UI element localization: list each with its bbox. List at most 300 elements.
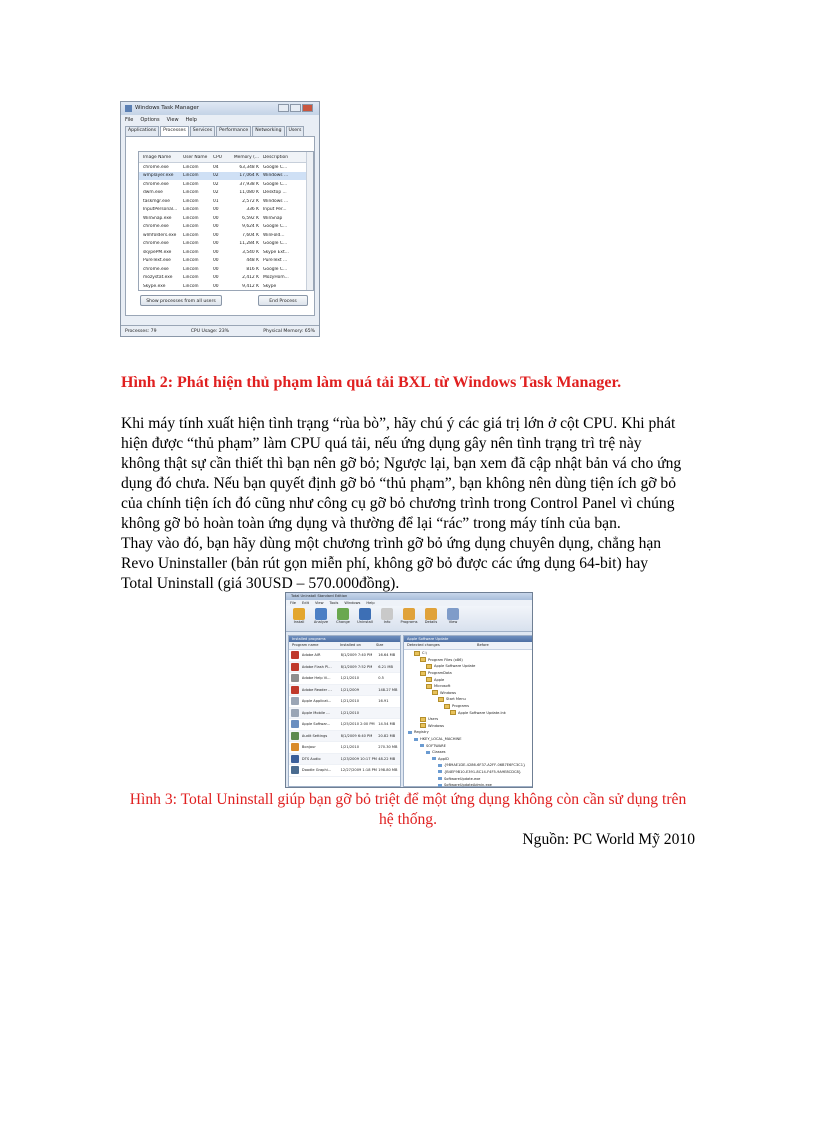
program-name: Apple Applicat... <box>301 699 332 704</box>
menu-options[interactable]: Options <box>140 116 160 123</box>
paragraph-line: không thật sự cần thiết thì bạn nên gỡ bỏ; Ngược lại, bạn xem đã cập nhật bản vá cho ứng <box>121 455 682 472</box>
cell-description: Google C... <box>263 266 288 272</box>
toolbar-button[interactable] <box>290 608 308 629</box>
program-name: Audit Settings <box>301 733 328 738</box>
registry-key-icon <box>438 770 442 773</box>
tree-node-label: ProgramData <box>428 671 452 676</box>
tab-processes[interactable]: Processes <box>160 126 189 136</box>
task-manager-titlebar <box>121 102 319 115</box>
list-item[interactable] <box>289 708 400 720</box>
column-description[interactable]: Description <box>263 154 289 160</box>
program-installed-on: 8/1/2009 7:40 PM <box>340 653 373 658</box>
toolbar-icon <box>293 608 305 620</box>
program-size: 198.80 MB <box>378 768 398 773</box>
cell-image-name: wlmfolders.exe <box>143 232 177 238</box>
program-icon <box>291 674 299 682</box>
tree-node[interactable] <box>404 670 532 677</box>
cell-user-name: Lincoln <box>183 232 199 238</box>
tree-node[interactable] <box>404 769 532 776</box>
list-item[interactable] <box>289 696 400 708</box>
table-row[interactable] <box>139 214 313 223</box>
cell-user-name: Lincoln <box>183 207 199 213</box>
show-all-users-button[interactable]: Show processes from all users <box>140 295 222 306</box>
cell-memory: 63,348 K <box>239 164 259 170</box>
program-installed-on: 1/23/2009 10:17 PM <box>340 756 377 761</box>
cell-user-name: Lincoln <box>183 198 199 204</box>
table-row[interactable] <box>139 180 313 189</box>
column-size[interactable]: Size <box>376 643 384 647</box>
registry-key-icon <box>414 738 418 741</box>
tree-node[interactable] <box>404 676 532 683</box>
cell-cpu: 00 <box>213 241 219 247</box>
process-table-header <box>139 152 313 163</box>
total-uninstall-toolbar <box>286 606 532 632</box>
tree-node[interactable] <box>404 716 532 723</box>
column-image-name[interactable]: Image Name <box>143 154 172 160</box>
program-installed-on: 1/25/2010 2:00 PM <box>340 722 375 727</box>
program-installed-on: 8/1/2009 7:52 PM <box>340 664 373 669</box>
list-item[interactable] <box>289 662 400 674</box>
cell-memory: 2,412 K <box>242 275 259 281</box>
tu-menu-tools[interactable]: Tools <box>329 601 339 605</box>
paragraph-line: Thay vào đó, bạn hãy dùng một chương trình gỡ bỏ ứng dụng chuyên dụng, chẳng hạn <box>121 535 662 552</box>
program-name: DTS Audio <box>301 756 321 761</box>
list-item[interactable] <box>289 719 400 731</box>
cell-description: PureText ... <box>263 258 288 264</box>
toolbar-label: Install <box>293 620 305 624</box>
total-uninstall-screenshot <box>285 592 533 788</box>
cell-user-name: Lincoln <box>183 283 199 289</box>
program-name: Apple Softwar... <box>301 722 331 727</box>
tree-node[interactable] <box>404 736 532 743</box>
toolbar-button[interactable] <box>334 608 352 629</box>
cell-user-name: Lincoln <box>183 181 199 187</box>
program-size: 20.82 MB <box>378 733 396 738</box>
toolbar-label: Uninstall <box>357 620 373 624</box>
cell-memory: 37,938 K <box>239 181 259 187</box>
process-rows <box>139 163 313 291</box>
folder-icon <box>426 664 432 669</box>
program-name: Adobe Flash Pl... <box>301 664 332 669</box>
program-icon <box>291 732 299 740</box>
tree-node[interactable] <box>404 703 532 710</box>
table-row[interactable] <box>139 163 313 172</box>
paragraph-line: Khi máy tính xuất hiện tình trạng “rùa bò”, hãy chú ý các giá trị lớn ở cột CPU. Khi phát <box>121 415 676 432</box>
tree-node[interactable] <box>404 775 532 782</box>
toolbar-icon <box>337 608 349 620</box>
cell-memory: 448 K <box>246 258 259 264</box>
tree-node[interactable] <box>404 683 532 690</box>
cell-description: Google C... <box>263 181 288 187</box>
task-manager-app-icon <box>125 105 132 112</box>
folder-icon <box>414 651 420 656</box>
tree-node-label: C:\ <box>422 651 427 656</box>
program-size: 48.22 MB <box>378 756 396 761</box>
program-icon <box>291 651 299 659</box>
program-name: Adobe Help Vi... <box>301 676 331 681</box>
installed-programs-panel <box>288 635 401 787</box>
toolbar-button[interactable] <box>422 608 440 629</box>
tu-menu-file[interactable]: File <box>290 601 297 605</box>
cell-cpu: 00 <box>213 232 219 238</box>
close-icon[interactable] <box>302 104 313 112</box>
tree-node-label: {B4EF9B10-E391-8C14-F4F5-9A9E8CDC8} <box>444 769 522 774</box>
toolbar-icon <box>403 608 415 620</box>
program-name: Bonjour <box>301 745 316 750</box>
tree-node-label: Windows <box>440 690 457 695</box>
cell-cpu: 00 <box>213 207 219 213</box>
registry-key-icon <box>420 744 424 747</box>
table-row[interactable] <box>139 189 313 198</box>
menu-file[interactable]: File <box>125 116 134 123</box>
cell-description: Input Per... <box>263 207 287 213</box>
cell-user-name: Lincoln <box>183 241 199 247</box>
folder-icon <box>444 704 450 709</box>
program-icon <box>291 663 299 671</box>
cell-memory: 816 K <box>246 266 259 272</box>
column-program-name[interactable]: Program name <box>292 643 319 647</box>
tab-applications[interactable]: Applications <box>125 126 159 136</box>
tree-node-label: AppID <box>438 756 449 761</box>
folder-icon <box>432 690 438 695</box>
tree-node[interactable] <box>404 749 532 756</box>
table-row[interactable] <box>139 231 313 240</box>
toolbar-icon <box>315 608 327 620</box>
folder-icon <box>420 657 426 662</box>
program-icon <box>291 766 299 774</box>
tree-node[interactable] <box>404 729 532 736</box>
list-item[interactable] <box>289 650 400 662</box>
column-detected-changes[interactable]: Detected changes <box>407 643 440 647</box>
status-processes: Processes: 79 <box>125 328 157 334</box>
cell-cpu: 00 <box>213 275 219 281</box>
program-size: 0.5 <box>378 676 384 681</box>
detected-changes-tree <box>404 650 532 788</box>
toolbar-label: Info <box>383 620 391 624</box>
folder-icon <box>426 677 432 682</box>
toolbar-button[interactable] <box>378 608 396 629</box>
column-cpu[interactable]: CPU <box>213 154 222 160</box>
program-installed-on: 12/27/2009 1:18 PM <box>340 768 377 773</box>
tree-node[interactable] <box>404 762 532 769</box>
cell-memory: 9,624 K <box>242 224 259 230</box>
file-icon <box>450 710 456 715</box>
toolbar-icon <box>359 608 371 620</box>
toolbar-label: View <box>448 620 458 624</box>
program-installed-on: 8/1/2009 6:40 PM <box>340 733 373 738</box>
paragraph-line: của chính tiện ích đó cũng như công cụ gỡ bỏ chương trình trong Control Panel vì chúng <box>121 495 675 512</box>
program-size: 14.54 MB <box>378 722 396 727</box>
body-paragraph <box>121 414 703 594</box>
cell-image-name: Skype.exe <box>143 283 166 289</box>
program-details-title: Apple Software Update <box>404 636 532 642</box>
cell-user-name: Lincoln <box>183 275 199 281</box>
cell-cpu: 02 <box>213 190 219 196</box>
process-table <box>138 151 314 291</box>
cell-memory: 3,540 K <box>242 249 259 255</box>
cell-cpu: 00 <box>213 249 219 255</box>
cell-description: Skype Ext... <box>263 249 289 255</box>
table-row[interactable] <box>139 172 313 181</box>
folder-icon <box>420 671 426 676</box>
toolbar-icon <box>447 608 459 620</box>
installed-programs-columns <box>289 642 400 650</box>
tree-node[interactable] <box>404 756 532 763</box>
toolbar-icon <box>425 608 437 620</box>
cell-memory: 7,604 K <box>242 232 259 238</box>
tree-node[interactable] <box>404 657 532 664</box>
program-size: 16.64 MB <box>378 653 396 658</box>
cell-user-name: Lincoln <box>183 224 199 230</box>
tree-node-label: Users <box>428 717 439 722</box>
tree-node[interactable] <box>404 782 532 788</box>
toolbar-button[interactable] <box>312 608 330 629</box>
cell-description: Google C... <box>263 224 288 230</box>
status-memory: Physical Memory: 65% <box>263 328 315 334</box>
tree-node[interactable] <box>404 723 532 730</box>
toolbar-icon <box>381 608 393 620</box>
tab-users[interactable]: Users <box>286 126 305 136</box>
tree-node[interactable] <box>404 742 532 749</box>
cell-image-name: PureText.exe <box>143 258 171 264</box>
tree-node-label: Apple <box>434 677 445 682</box>
cell-cpu: 04 <box>213 164 219 170</box>
tu-menu-help[interactable]: Help <box>366 601 375 605</box>
cell-user-name: Lincoln <box>183 215 199 221</box>
cell-image-name: chrome.exe <box>143 266 169 272</box>
program-name: Doodle Graphi... <box>301 768 332 773</box>
cell-cpu: 02 <box>213 181 219 187</box>
cell-description: Windows ... <box>263 173 289 179</box>
cell-user-name: Lincoln <box>183 164 199 170</box>
cell-memory: 9,412 K <box>242 283 259 289</box>
folder-icon <box>426 684 432 689</box>
cell-cpu: 00 <box>213 215 219 221</box>
tree-node-label: Start Menu <box>446 697 466 702</box>
list-item[interactable] <box>289 765 400 777</box>
table-row[interactable] <box>139 265 313 274</box>
task-manager-screenshot <box>120 101 320 337</box>
tab-networking[interactable]: Networking <box>252 126 284 136</box>
menu-help[interactable]: Help <box>185 116 197 123</box>
cell-image-name: mozystat.exe <box>143 275 173 281</box>
cell-image-name: WinSnap.exe <box>143 215 172 221</box>
table-row[interactable] <box>139 257 313 266</box>
program-icon <box>291 686 299 694</box>
cell-description: Skype <box>263 283 277 289</box>
toolbar-label: Details <box>424 620 438 624</box>
registry-key-icon <box>438 764 442 767</box>
cell-cpu: 00 <box>213 258 219 264</box>
source-credit: Nguồn: PC World Mỹ 2010 <box>522 831 695 848</box>
task-manager-tabs <box>121 126 319 136</box>
task-manager-title: Windows Task Manager <box>135 105 200 111</box>
cell-description: MozyHom... <box>263 275 289 281</box>
program-size: 270.30 MB <box>378 745 398 750</box>
program-size: 16.91 <box>378 699 389 704</box>
program-name: Apple Mobile ... <box>301 710 330 715</box>
toolbar-button[interactable] <box>444 608 462 629</box>
list-item[interactable] <box>289 685 400 697</box>
folder-icon <box>420 723 426 728</box>
tree-node[interactable] <box>404 709 532 716</box>
minimize-icon[interactable] <box>278 104 289 112</box>
table-row[interactable] <box>139 197 313 206</box>
toolbar-button[interactable] <box>400 608 418 629</box>
list-item[interactable] <box>289 673 400 685</box>
tree-node-label: Registry <box>414 730 429 735</box>
paragraph-line: Total Uninstall (giá 30USD – 570.000đồng). <box>121 575 400 592</box>
program-installed-on: 1/21/2010 <box>340 699 359 704</box>
tree-node[interactable] <box>404 650 532 657</box>
table-row[interactable] <box>139 240 313 249</box>
tree-node-label: HKEY_LOCAL_MACHINE <box>420 737 462 742</box>
program-installed-on: 1/21/2009 <box>340 687 359 692</box>
installed-programs-title: Installed programs <box>289 636 400 642</box>
tree-node-label: Windows <box>428 723 445 728</box>
program-name: Adobe AIR <box>301 653 321 658</box>
cell-user-name: Lincoln <box>183 266 199 272</box>
cell-description: WinSnap <box>263 215 283 221</box>
cell-description: Windows ... <box>263 198 289 204</box>
column-installed-on[interactable]: Installed on <box>340 643 361 647</box>
tree-node-label: Programs <box>452 704 470 709</box>
tree-node-label: Program Files (x86) <box>428 657 463 662</box>
column-before[interactable]: Before <box>477 643 489 647</box>
cell-cpu: 02 <box>213 173 219 179</box>
end-process-button[interactable]: End Process <box>258 295 308 306</box>
column-user-name[interactable]: User Name <box>183 154 208 160</box>
process-table-scrollbar[interactable] <box>306 152 313 290</box>
tree-node-label: Apple Software Update <box>434 664 476 669</box>
list-item[interactable] <box>289 754 400 766</box>
cell-image-name: taskmgr.exe <box>143 198 170 204</box>
cell-memory: 2,572 K <box>242 198 259 204</box>
program-installed-on: 1/21/2010 <box>340 710 359 715</box>
program-size: 6.21 MB <box>378 664 393 669</box>
registry-key-icon <box>438 777 442 780</box>
cell-cpu: 00 <box>213 283 219 289</box>
menu-view[interactable]: View <box>166 116 179 123</box>
tree-node-label: Classes <box>432 750 446 755</box>
tree-node[interactable] <box>404 663 532 670</box>
cell-cpu: 00 <box>213 266 219 272</box>
registry-key-icon <box>408 731 412 734</box>
cell-image-name: wmplayer.exe <box>143 173 174 179</box>
paragraph-line: hiện được “thủ phạm” làm CPU quá tải, nếu ứng dụng gây nên tình trạng trì trệ này <box>121 435 642 452</box>
tab-services[interactable]: Services <box>190 126 215 136</box>
toolbar-label: Change <box>336 620 350 624</box>
cell-image-name: chrome.exe <box>143 181 169 187</box>
paragraph-line: không gỡ bỏ hoàn toàn ứng dụng và thường để lại “rác” trong máy tính của bạn. <box>121 515 621 532</box>
tab-performance[interactable]: Performance <box>216 126 251 136</box>
figure-3-caption-line: hệ thống. <box>378 811 438 828</box>
cell-memory: 6,592 K <box>242 215 259 221</box>
cell-memory: 17,064 K <box>239 173 259 179</box>
folder-icon <box>420 717 426 722</box>
tree-node-label: {9B9AE1DE-4286-6F37-A2FF-06B7E6FC3C1} <box>444 763 526 768</box>
table-row[interactable] <box>139 223 313 232</box>
paragraph-line: Revo Uninstaller (bản rút gọn miễn phí, không gỡ bỏ được các ứng dụng 64-bit) hay <box>121 555 649 572</box>
tree-node[interactable] <box>404 696 532 703</box>
tree-node[interactable] <box>404 690 532 697</box>
program-installed-on: 1/21/2010 <box>340 745 359 750</box>
table-row[interactable] <box>139 274 313 283</box>
toolbar-label: Programs <box>400 620 418 624</box>
cell-description: WinFold... <box>263 232 285 238</box>
task-manager-menubar <box>121 115 319 124</box>
column-memory[interactable]: Memory (... <box>233 154 259 160</box>
cell-memory: 336 K <box>246 207 259 213</box>
program-icon <box>291 709 299 717</box>
cell-memory: 11,284 K <box>239 241 259 247</box>
figure-2-caption: Hình 2: Phát hiện thủ phạm làm quá tải BXL từ Windows Task Manager. <box>121 374 622 391</box>
processes-panel <box>125 136 315 316</box>
tu-menu-view[interactable]: View <box>314 601 324 605</box>
tu-menu-edit[interactable]: Edit <box>302 601 309 605</box>
cell-user-name: Lincoln <box>183 190 199 196</box>
registry-key-icon <box>438 784 442 787</box>
toolbar-button[interactable] <box>356 608 374 629</box>
table-row[interactable] <box>139 248 313 257</box>
cell-memory: 11,080 K <box>239 190 259 196</box>
program-size: 148.27 MB <box>378 687 398 692</box>
paragraph-line: dụng đó chưa. Nếu bạn quyết định gỡ bỏ “thủ phạm”, bạn không nên dùng tiện ích gỡ bỏ <box>121 475 677 492</box>
cell-description: Google C... <box>263 241 288 247</box>
registry-key-icon <box>432 757 436 760</box>
cell-image-name: InputPersonal... <box>143 207 178 213</box>
program-icon <box>291 697 299 705</box>
cell-description: Desktop ... <box>263 190 287 196</box>
cell-user-name: Lincoln <box>183 249 199 255</box>
cell-image-name: dwm.exe <box>143 190 163 196</box>
program-name: Adobe Reader ... <box>301 687 332 692</box>
tree-node-label: SOFTWARE <box>426 743 446 748</box>
list-item[interactable] <box>289 742 400 754</box>
list-item[interactable] <box>289 731 400 743</box>
tree-node-label: Microsoft <box>434 684 451 689</box>
cell-user-name: Lincoln <box>183 258 199 264</box>
tree-node-label: SoftwareUpdateAdmin.exe <box>444 783 492 788</box>
figure-3-caption-line: Hình 3: Total Uninstall giúp bạn gỡ bỏ triệt để một ứng dụng không còn cần sử dụng trên <box>129 791 687 808</box>
registry-key-icon <box>426 751 430 754</box>
cell-image-name: skypePM.exe <box>143 249 172 255</box>
program-details-panel <box>403 635 533 787</box>
program-icon <box>291 720 299 728</box>
total-uninstall-titlebar: Total Uninstall Standard Edition <box>286 593 532 600</box>
cell-image-name: chrome.exe <box>143 164 169 170</box>
table-row[interactable] <box>139 282 313 291</box>
cell-description: Google C... <box>263 164 288 170</box>
tree-node-label: SoftwareUpdate.exe <box>444 776 481 781</box>
cell-image-name: chrome.exe <box>143 241 169 247</box>
table-row[interactable] <box>139 206 313 215</box>
tree-node-label: Apple Software Update.lnk <box>458 710 506 715</box>
folder-icon <box>438 697 444 702</box>
maximize-icon[interactable] <box>290 104 301 112</box>
program-installed-on: 1/21/2010 <box>340 676 359 681</box>
installed-programs-list <box>289 650 400 777</box>
program-icon <box>291 755 299 763</box>
status-cpu: CPU Usage: 23% <box>190 328 230 334</box>
cell-cpu: 00 <box>213 224 219 230</box>
cell-user-name: Lincoln <box>183 173 199 179</box>
cell-image-name: chrome.exe <box>143 224 169 230</box>
toolbar-label: Analyze <box>313 620 329 624</box>
program-icon <box>291 743 299 751</box>
program-details-columns <box>404 642 532 650</box>
tu-menu-windows[interactable]: Windows <box>344 601 361 605</box>
